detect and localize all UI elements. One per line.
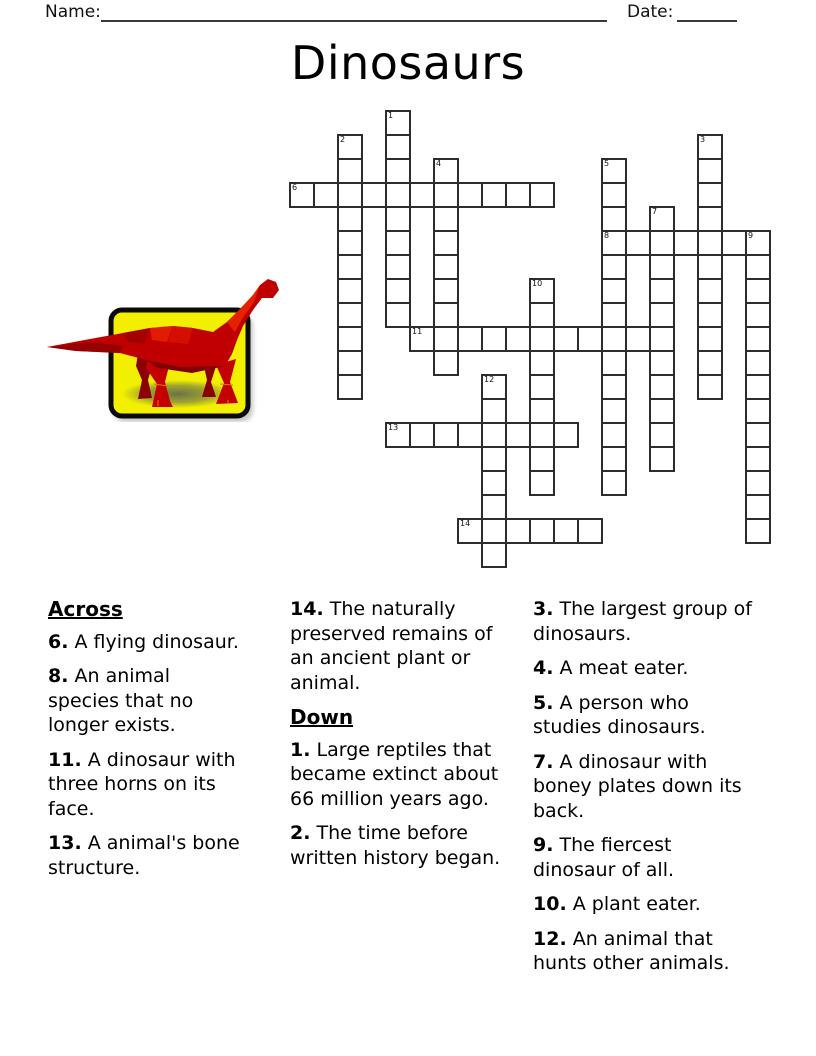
clue-down-5 [533,691,759,740]
crossword-cell[interactable] [385,254,411,280]
crossword-cell[interactable] [385,110,411,136]
crossword-cell[interactable] [433,182,459,208]
crossword-cell[interactable] [529,518,555,544]
clue-across-14 [290,597,502,695]
crossword-cell[interactable] [505,422,531,448]
crossword-cell[interactable] [481,374,507,400]
crossword-cell[interactable] [337,134,363,160]
clue-down-7 [533,750,759,824]
crossword-cell[interactable] [529,302,555,328]
crossword-cell[interactable] [745,230,771,256]
clue-number: 8. [48,665,69,687]
clue-number: 3. [533,598,554,620]
page-title: Dinosaurs [290,36,526,90]
crossword-cell[interactable] [505,518,531,544]
clue-down-2 [290,821,502,870]
crossword-cell[interactable] [481,326,507,352]
crossword-cell[interactable] [601,470,627,496]
clue-across-8 [48,664,240,738]
crossword-cell[interactable] [697,278,723,304]
crossword-cell[interactable] [433,326,459,352]
crossword-cell[interactable] [529,326,555,352]
name-label: Name: [45,2,101,22]
crossword-cell[interactable] [697,134,723,160]
clue-column-down [533,597,759,986]
crossword-cell[interactable] [745,278,771,304]
crossword-cell[interactable] [481,398,507,424]
clue-across-11 [48,748,240,822]
crossword-cell[interactable] [601,278,627,304]
clue-number: 4. [533,657,554,679]
crossword-cell[interactable] [337,206,363,232]
crossword-cell[interactable] [505,326,531,352]
crossword-cell[interactable] [649,422,675,448]
crossword-cell[interactable] [697,326,723,352]
clue-number: 2. [290,822,311,844]
crossword-cell[interactable] [481,494,507,520]
crossword-cell[interactable] [481,470,507,496]
crossword-cell[interactable] [649,446,675,472]
clue-number: 1. [290,738,311,761]
crossword-cell[interactable] [409,326,435,352]
clue-across-6 [48,630,240,655]
crossword-cell[interactable] [433,278,459,304]
crossword-cell[interactable] [409,182,435,208]
crossword-cell[interactable] [433,422,459,448]
crossword-cell[interactable] [745,518,771,544]
crossword-cell[interactable] [649,206,675,232]
crossword-cell[interactable] [553,326,579,352]
clue-number: 13. [48,832,82,854]
crossword-cell[interactable] [745,302,771,328]
cell-number: 7 [652,207,658,216]
crossword-cell[interactable] [697,374,723,400]
clue-across-13 [48,831,240,880]
clue-number: 5. [533,691,554,714]
crossword-cell[interactable] [433,206,459,232]
clue-down-4 [533,656,759,681]
cell-number: 12 [484,375,495,384]
crossword-cell[interactable] [385,278,411,304]
crossword-cell[interactable] [529,182,555,208]
crossword-cell[interactable] [553,518,579,544]
crossword-cell[interactable] [697,254,723,280]
crossword-cell[interactable] [649,350,675,376]
clue-text: A meat eater. [559,657,689,679]
dinosaur-svg [40,272,290,422]
cell-number: 13 [388,423,399,432]
clue-column-across [48,597,240,890]
crossword-cell[interactable] [601,254,627,280]
crossword-cell[interactable] [601,302,627,328]
crossword-cell[interactable] [745,374,771,400]
clue-number: 14. [290,598,324,620]
crossword-cell[interactable] [601,374,627,400]
crossword-cell[interactable] [481,182,507,208]
crossword-cell[interactable] [601,206,627,232]
crossword-cell[interactable] [481,518,507,544]
clue-text: A dinosaur with boney plates down its back. [533,750,742,822]
date-input-line[interactable] [677,2,737,22]
crossword-cell[interactable] [457,518,483,544]
clue-text: An animal species that no longer exists. [48,665,194,736]
crossword-cell[interactable] [697,350,723,376]
crossword-cell[interactable] [337,350,363,376]
clue-down-9 [533,833,759,882]
crossword-cell[interactable] [385,182,411,208]
clue-down-10 [533,892,759,917]
crossword-cell[interactable] [649,278,675,304]
cell-number: 14 [460,519,471,528]
cell-number: 1 [388,111,394,120]
dinosaur-illustration [40,272,290,422]
crossword-cell[interactable] [649,374,675,400]
crossword-cell[interactable] [529,350,555,376]
clue-down-12 [533,927,759,976]
crossword-cell[interactable] [601,326,627,352]
cell-number: 6 [292,183,298,192]
down-heading: Down [290,705,354,729]
crossword-cell[interactable] [385,134,411,160]
crossword-cell[interactable] [697,230,723,256]
crossword-cell[interactable] [697,182,723,208]
clue-text: An animal that hunts other animals. [533,927,730,974]
clue-number: 9. [533,834,554,856]
clue-text: The time before written history began. [290,822,501,869]
crossword-cell[interactable] [481,422,507,448]
clue-column-middle [290,597,502,880]
crossword-cell[interactable] [313,182,339,208]
crossword-cell[interactable] [649,302,675,328]
clue-number: 10. [533,893,567,915]
name-input-line[interactable] [101,2,607,22]
crossword-cell[interactable] [529,470,555,496]
crossword-cell[interactable] [601,422,627,448]
crossword-cell[interactable] [385,302,411,328]
crossword-cell[interactable] [337,158,363,184]
crossword-cell[interactable] [361,182,387,208]
clue-number: 6. [48,630,69,653]
crossword-cell[interactable] [529,446,555,472]
crossword-cell[interactable] [337,326,363,352]
crossword-cell[interactable] [721,230,747,256]
clue-text: The naturally preserved remains of an ancient plant or animal. [290,598,493,694]
clue-text: A flying dinosaur. [74,630,239,653]
crossword-cell[interactable] [409,422,435,448]
clue-text: A person who studies dinosaurs. [533,691,706,738]
cell-number: 4 [436,159,442,168]
crossword-cell[interactable] [457,326,483,352]
crossword-cell[interactable] [649,230,675,256]
cell-number: 2 [340,135,346,144]
crossword-cell[interactable] [337,278,363,304]
cell-number: 9 [748,231,754,240]
crossword-cell[interactable] [529,374,555,400]
crossword-cell[interactable] [385,206,411,232]
cell-number: 11 [412,327,423,336]
crossword-cell[interactable] [457,422,483,448]
cell-number: 8 [604,231,610,240]
crossword-cell[interactable] [625,230,651,256]
crossword-cell[interactable] [385,230,411,256]
clue-text: A dinosaur with three horns on its face. [48,748,236,820]
crossword-cell[interactable] [601,350,627,376]
crossword-cell[interactable] [505,182,531,208]
crossword-cell[interactable] [745,254,771,280]
cell-number: 10 [532,279,543,288]
crossword-cell[interactable] [601,398,627,424]
crossword-cell[interactable] [337,230,363,256]
crossword-cell[interactable] [433,350,459,376]
crossword-cell[interactable] [289,182,315,208]
crossword-cell[interactable] [745,350,771,376]
crossword-cell[interactable] [697,302,723,328]
crossword-cell[interactable] [529,278,555,304]
crossword-cell[interactable] [745,494,771,520]
crossword-cell[interactable] [577,518,603,544]
cell-number: 5 [604,159,610,168]
clue-text: A plant eater. [572,893,701,915]
crossword-cell[interactable] [337,302,363,328]
crossword-cell[interactable] [481,446,507,472]
crossword-cell[interactable] [625,326,651,352]
crossword-grid [289,110,771,570]
clue-text: Large reptiles that became extinct about 66 million years ago. [290,738,499,810]
clue-number: 12. [533,927,567,950]
clue-number: 7. [533,750,554,773]
crossword-cell[interactable] [457,182,483,208]
crossword-cell[interactable] [433,254,459,280]
crossword-cell[interactable] [433,302,459,328]
crossword-cell[interactable] [337,254,363,280]
crossword-cell[interactable] [673,230,699,256]
crossword-cell[interactable] [337,182,363,208]
crossword-cell[interactable] [385,422,411,448]
crossword-cell[interactable] [601,158,627,184]
date-label: Date: [627,2,674,22]
crossword-cell[interactable] [337,374,363,400]
crossword-cell[interactable] [649,326,675,352]
cell-number: 3 [700,135,706,144]
clue-down-3 [533,597,759,646]
crossword-cell[interactable] [433,230,459,256]
crossword-cell[interactable] [529,422,555,448]
crossword-cell[interactable] [745,470,771,496]
crossword-cell[interactable] [529,398,555,424]
crossword-cell[interactable] [601,446,627,472]
crossword-cell[interactable] [745,398,771,424]
crossword-cell[interactable] [553,422,579,448]
crossword-cell[interactable] [433,158,459,184]
across-heading: Across [48,597,123,621]
crossword-cell[interactable] [697,158,723,184]
crossword-cell[interactable] [745,422,771,448]
clue-down-1 [290,738,502,812]
clue-text: A animal's bone structure. [48,832,240,879]
crossword-cell[interactable] [385,158,411,184]
clue-number: 11. [48,748,82,771]
crossword-cell[interactable] [601,182,627,208]
crossword-cell[interactable] [649,254,675,280]
crossword-cell[interactable] [745,446,771,472]
crossword-cell[interactable] [649,398,675,424]
crossword-cell[interactable] [601,230,627,256]
crossword-cell[interactable] [745,326,771,352]
clue-text: The fiercest dinosaur of all. [533,834,675,881]
crossword-cell[interactable] [481,542,507,568]
crossword-cell[interactable] [577,326,603,352]
clue-text: The largest group of dinosaurs. [533,598,752,645]
crossword-cell[interactable] [697,206,723,232]
